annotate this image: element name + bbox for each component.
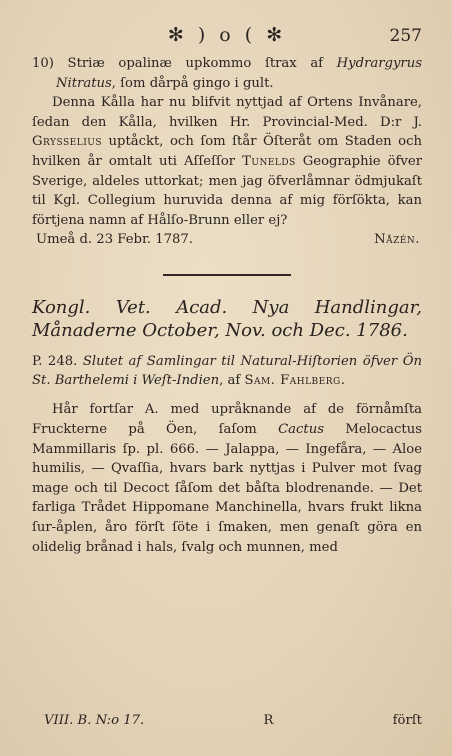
reference-title: Slutet af Samlingar til Natural-Hiſtorien öfver Ön St. Barthelemi i Weſt-Indien <box>32 354 422 389</box>
section-divider <box>163 274 291 276</box>
paragraph-spring: Denna Kålla har nu blifvit nyttjad af Ortens Invånare, ſedan den Kålla, hvilken Hr. Provincial-Med. D:r J. Grysselius uptåckt, och ſom ſtår Öſteråt om Staden och hvilken år omtalt uti Aſſeſſor Tunelds Geographie öfver Sverige, aldeles uttorkat; men jag öfverlåmnar ödmjukaſt til Kgl. Collegium huruvida denna af mig förſökta, kan förtjena namn af Hålſo-Brunn eller ej? <box>32 95 422 228</box>
page-number: 257 <box>389 26 422 46</box>
reference-page: P. 248. <box>32 354 78 370</box>
author-signature: Nåzén. <box>374 232 420 248</box>
place-date: Umeå d. 23 Febr. 1787. <box>36 232 193 248</box>
gathering-mark: R <box>263 713 274 728</box>
person-name: Tunelds <box>242 153 296 169</box>
reference-author: Sam. Fahlberg. <box>244 373 346 389</box>
person-name: Grysselius <box>32 134 103 150</box>
letter-signoff <box>32 230 422 250</box>
header-ornament: ✻ ) o ( ✻ <box>167 24 287 46</box>
page-footer <box>44 711 422 731</box>
catchword: förſt <box>392 713 422 728</box>
running-header <box>32 22 422 54</box>
journal-title: Kongl. Vet. Acad. Nya Handlingar, Månaderne October, Nov. och Dec. 1786. <box>32 297 422 342</box>
volume-signature: VIII. B. N:o 17. <box>44 713 145 728</box>
article-reference: P. 248. Slutet af Samlingar til Natural-Hiſtorien öfver Ön St. Barthelemi i Weſt-Indien, af Sam. Fahlberg. <box>32 354 422 389</box>
entry-10: 10) Striæ opalinæ upkommo ſtrax af Hydrargyrus Nitratus, ſom dårpå gingo i gult. <box>32 56 422 91</box>
taxon-name: Hydrargyrus Nitratus <box>56 56 422 91</box>
paragraph-fruits: Hår fortſar A. med upråknande af de förnåmſta Fruckterne på Öen, ſaſom Cactus Melocactus Mammillaris ſp. pl. 666. — Jalappa, — Ingefåra, — Aloe humilis, — Qvaſſia, hvars bark nyttjas i Pulver mot ſvag mage och til Decoct ſåſom det båſta blodrenande. — Det farliga Trådet Hippomane Manchinella, hvars frukt likna ſur-åplen, åro förſt ſöte i ſmaken, men genaſt göra en olidelig brånad i hals, ſvalg och munnen, med <box>32 402 422 555</box>
taxon-name: Cactus <box>278 421 324 437</box>
body-text-2 <box>32 400 422 557</box>
body-text <box>32 54 422 230</box>
entry-number: 10) <box>32 56 54 71</box>
